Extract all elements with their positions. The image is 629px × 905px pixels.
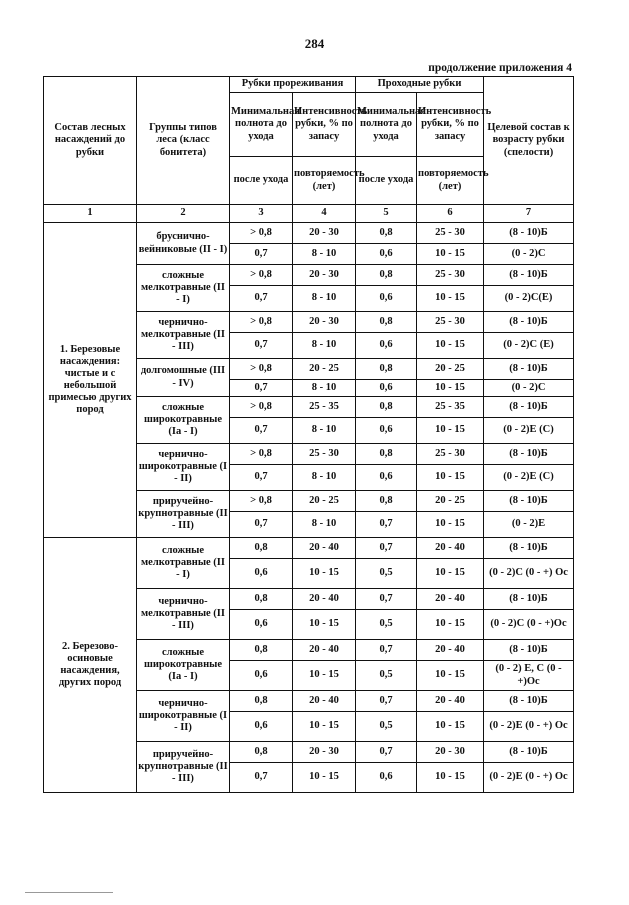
intensity-passing: 10 - 15 <box>417 244 484 265</box>
intensity-passing: 25 - 30 <box>417 223 484 244</box>
intensity-thinning: 8 - 10 <box>293 333 356 359</box>
target-composition: (0 - 2)Е (0 - +) Ос <box>484 763 574 793</box>
min-density-thinning: > 0,8 <box>230 312 293 333</box>
target-composition: (0 - 2)С <box>484 380 574 397</box>
min-density-passing: 0,6 <box>356 333 417 359</box>
min-density-thinning: 0,6 <box>230 712 293 742</box>
intensity-thinning: 10 - 15 <box>293 610 356 640</box>
header-passing-cuts: Проходные рубки <box>356 77 484 93</box>
target-composition: (0 - 2)С (0 - +) Ос <box>484 559 574 589</box>
intensity-thinning: 8 - 10 <box>293 418 356 444</box>
forest-group-name: долгомошные (III - IV) <box>137 359 230 397</box>
intensity-passing: 10 - 15 <box>417 465 484 491</box>
intensity-thinning: 20 - 30 <box>293 742 356 763</box>
min-density-passing: 0,8 <box>356 312 417 333</box>
intensity-thinning: 20 - 40 <box>293 589 356 610</box>
intensity-passing: 10 - 15 <box>417 286 484 312</box>
min-density-thinning: > 0,8 <box>230 265 293 286</box>
min-density-thinning: > 0,8 <box>230 491 293 512</box>
forest-group-name: сложные широкотравные (Ia - I) <box>137 640 230 691</box>
header-min-density-thinning: Минимальная полнота до ухода <box>230 93 293 157</box>
intensity-thinning: 8 - 10 <box>293 244 356 265</box>
intensity-passing: 25 - 30 <box>417 265 484 286</box>
min-density-thinning: 0,8 <box>230 691 293 712</box>
header-repeat-thinning: повторяемость (лет) <box>293 157 356 205</box>
min-density-passing: 0,7 <box>356 538 417 559</box>
intensity-passing: 20 - 25 <box>417 491 484 512</box>
intensity-passing: 25 - 30 <box>417 312 484 333</box>
min-density-passing: 0,8 <box>356 444 417 465</box>
intensity-thinning: 8 - 10 <box>293 512 356 538</box>
min-density-passing: 0,5 <box>356 661 417 691</box>
target-composition: (8 - 10)Б <box>484 265 574 286</box>
min-density-passing: 0,7 <box>356 589 417 610</box>
min-density-passing: 0,6 <box>356 418 417 444</box>
min-density-passing: 0,5 <box>356 610 417 640</box>
target-composition: (8 - 10)Б <box>484 359 574 380</box>
min-density-thinning: 0,7 <box>230 465 293 491</box>
column-number: 1 <box>44 205 137 223</box>
intensity-thinning: 10 - 15 <box>293 559 356 589</box>
min-density-passing: 0,5 <box>356 712 417 742</box>
intensity-thinning: 20 - 30 <box>293 223 356 244</box>
intensity-passing: 10 - 15 <box>417 661 484 691</box>
intensity-thinning: 10 - 15 <box>293 712 356 742</box>
forest-group-name: сложные широкотравные (Ia - I) <box>137 397 230 444</box>
page-number: 284 <box>304 36 325 51</box>
intensity-thinning: 10 - 15 <box>293 763 356 793</box>
min-density-thinning: 0,8 <box>230 538 293 559</box>
target-composition: (8 - 10)Б <box>484 223 574 244</box>
min-density-thinning: 0,7 <box>230 333 293 359</box>
section-name: 1. Березовые насаждения: чистые и с небольшой примесью других пород <box>44 223 137 538</box>
intensity-thinning: 20 - 30 <box>293 312 356 333</box>
min-density-passing: 0,6 <box>356 380 417 397</box>
min-density-thinning: > 0,8 <box>230 444 293 465</box>
min-density-passing: 0,7 <box>356 512 417 538</box>
min-density-passing: 0,6 <box>356 763 417 793</box>
intensity-thinning: 10 - 15 <box>293 661 356 691</box>
target-composition: (8 - 10)Б <box>484 491 574 512</box>
intensity-passing: 20 - 40 <box>417 538 484 559</box>
target-composition: (0 - 2)С(Е) <box>484 286 574 312</box>
min-density-passing: 0,8 <box>356 265 417 286</box>
target-composition: (8 - 10)Б <box>484 397 574 418</box>
min-density-thinning: 0,7 <box>230 763 293 793</box>
intensity-thinning: 20 - 40 <box>293 691 356 712</box>
min-density-passing: 0,6 <box>356 465 417 491</box>
target-composition: (0 - 2)Е <box>484 512 574 538</box>
target-composition: (8 - 10)Б <box>484 312 574 333</box>
min-density-thinning: 0,7 <box>230 512 293 538</box>
header-forest-groups: Группы типов леса (класс бонитета) <box>137 77 230 205</box>
intensity-passing: 10 - 15 <box>417 712 484 742</box>
target-composition: (0 - 2)Е (С) <box>484 418 574 444</box>
target-composition: (8 - 10)Б <box>484 589 574 610</box>
intensity-thinning: 8 - 10 <box>293 380 356 397</box>
intensity-thinning: 20 - 25 <box>293 491 356 512</box>
min-density-thinning: 0,8 <box>230 742 293 763</box>
min-density-passing: 0,6 <box>356 244 417 265</box>
forest-group-name: чернично-широкотравные (I - II) <box>137 691 230 742</box>
intensity-thinning: 8 - 10 <box>293 286 356 312</box>
target-composition: (8 - 10)Б <box>484 691 574 712</box>
intensity-passing: 25 - 35 <box>417 397 484 418</box>
min-density-thinning: 0,7 <box>230 244 293 265</box>
min-density-passing: 0,6 <box>356 286 417 312</box>
intensity-thinning: 20 - 40 <box>293 538 356 559</box>
min-density-passing: 0,8 <box>356 223 417 244</box>
target-composition: (0 - 2)Е (0 - +) Ос <box>484 712 574 742</box>
intensity-thinning: 25 - 30 <box>293 444 356 465</box>
column-number: 2 <box>137 205 230 223</box>
table-row <box>44 223 574 244</box>
header-after-passing: после ухода <box>356 157 417 205</box>
table-row <box>44 538 574 559</box>
section-name: 2. Березово-осиновые насаждения, других пород <box>44 538 137 793</box>
intensity-thinning: 20 - 25 <box>293 359 356 380</box>
header-composition: Состав лесных насаждений до рубки <box>44 77 137 205</box>
forest-group-name: чернично-мелкотравные (II - III) <box>137 312 230 359</box>
target-composition: (0 - 2)С (Е) <box>484 333 574 359</box>
min-density-passing: 0,7 <box>356 691 417 712</box>
forest-group-name: сложные мелкотравные (II - I) <box>137 265 230 312</box>
column-number: 4 <box>293 205 356 223</box>
forest-group-name: сложные мелкотравные (II - I) <box>137 538 230 589</box>
intensity-passing: 10 - 15 <box>417 559 484 589</box>
header-intensity-thinning: Интенсивность рубки, % по запасу <box>293 93 356 157</box>
intensity-passing: 25 - 30 <box>417 444 484 465</box>
target-composition: (0 - 2) Е, С (0 - +)Ос <box>484 661 574 691</box>
column-number: 3 <box>230 205 293 223</box>
min-density-passing: 0,8 <box>356 397 417 418</box>
intensity-passing: 10 - 15 <box>417 763 484 793</box>
target-composition: (0 - 2)С (0 - +)Ос <box>484 610 574 640</box>
header-repeat-passing: повторяемость (лет) <box>417 157 484 205</box>
target-composition: (0 - 2)С <box>484 244 574 265</box>
intensity-passing: 10 - 15 <box>417 380 484 397</box>
footnote-divider <box>25 892 113 893</box>
target-composition: (0 - 2)Е (С) <box>484 465 574 491</box>
intensity-passing: 20 - 25 <box>417 359 484 380</box>
column-number: 7 <box>484 205 574 223</box>
intensity-passing: 20 - 30 <box>417 742 484 763</box>
min-density-thinning: 0,7 <box>230 418 293 444</box>
intensity-thinning: 20 - 30 <box>293 265 356 286</box>
min-density-thinning: 0,6 <box>230 661 293 691</box>
intensity-passing: 20 - 40 <box>417 589 484 610</box>
intensity-passing: 10 - 15 <box>417 418 484 444</box>
intensity-thinning: 8 - 10 <box>293 465 356 491</box>
min-density-thinning: 0,7 <box>230 286 293 312</box>
min-density-passing: 0,8 <box>356 491 417 512</box>
min-density-thinning: 0,7 <box>230 380 293 397</box>
target-composition: (8 - 10)Б <box>484 444 574 465</box>
forest-thinning-table <box>43 76 574 793</box>
intensity-thinning: 20 - 40 <box>293 640 356 661</box>
min-density-thinning: > 0,8 <box>230 359 293 380</box>
forest-group-name: бруснично-вейниковые (II - I) <box>137 223 230 265</box>
target-composition: (8 - 10)Б <box>484 742 574 763</box>
intensity-passing: 10 - 15 <box>417 512 484 538</box>
forest-group-name: приручейно-крупнотравные (II - III) <box>137 491 230 538</box>
min-density-passing: 0,8 <box>356 359 417 380</box>
min-density-thinning: 0,8 <box>230 589 293 610</box>
forest-group-name: приручейно-крупнотравные (II - III) <box>137 742 230 793</box>
target-composition: (8 - 10)Б <box>484 538 574 559</box>
forest-group-name: чернично-широкотравные (I - II) <box>137 444 230 491</box>
intensity-passing: 10 - 15 <box>417 333 484 359</box>
continuation-note: продолжение приложения 4 <box>428 62 572 74</box>
min-density-thinning: > 0,8 <box>230 223 293 244</box>
intensity-thinning: 25 - 35 <box>293 397 356 418</box>
intensity-passing: 20 - 40 <box>417 640 484 661</box>
intensity-passing: 10 - 15 <box>417 610 484 640</box>
min-density-thinning: 0,6 <box>230 610 293 640</box>
header-after-thinning: после ухода <box>230 157 293 205</box>
header-intensity-passing: Интенсивность рубки, % по запасу <box>417 93 484 157</box>
target-composition: (8 - 10)Б <box>484 640 574 661</box>
column-number: 6 <box>417 205 484 223</box>
min-density-passing: 0,7 <box>356 742 417 763</box>
min-density-passing: 0,7 <box>356 640 417 661</box>
min-density-thinning: 0,8 <box>230 640 293 661</box>
forest-group-name: чернично-мелкотравные (II - III) <box>137 589 230 640</box>
min-density-thinning: 0,6 <box>230 559 293 589</box>
column-number: 5 <box>356 205 417 223</box>
header-thinning: Рубки прореживания <box>230 77 356 93</box>
header-min-density-passing: Минимальная полнота до ухода <box>356 93 417 157</box>
min-density-passing: 0,5 <box>356 559 417 589</box>
intensity-passing: 20 - 40 <box>417 691 484 712</box>
min-density-thinning: > 0,8 <box>230 397 293 418</box>
header-target-composition: Целевой состав к возрасту рубки (спелости) <box>484 77 574 205</box>
